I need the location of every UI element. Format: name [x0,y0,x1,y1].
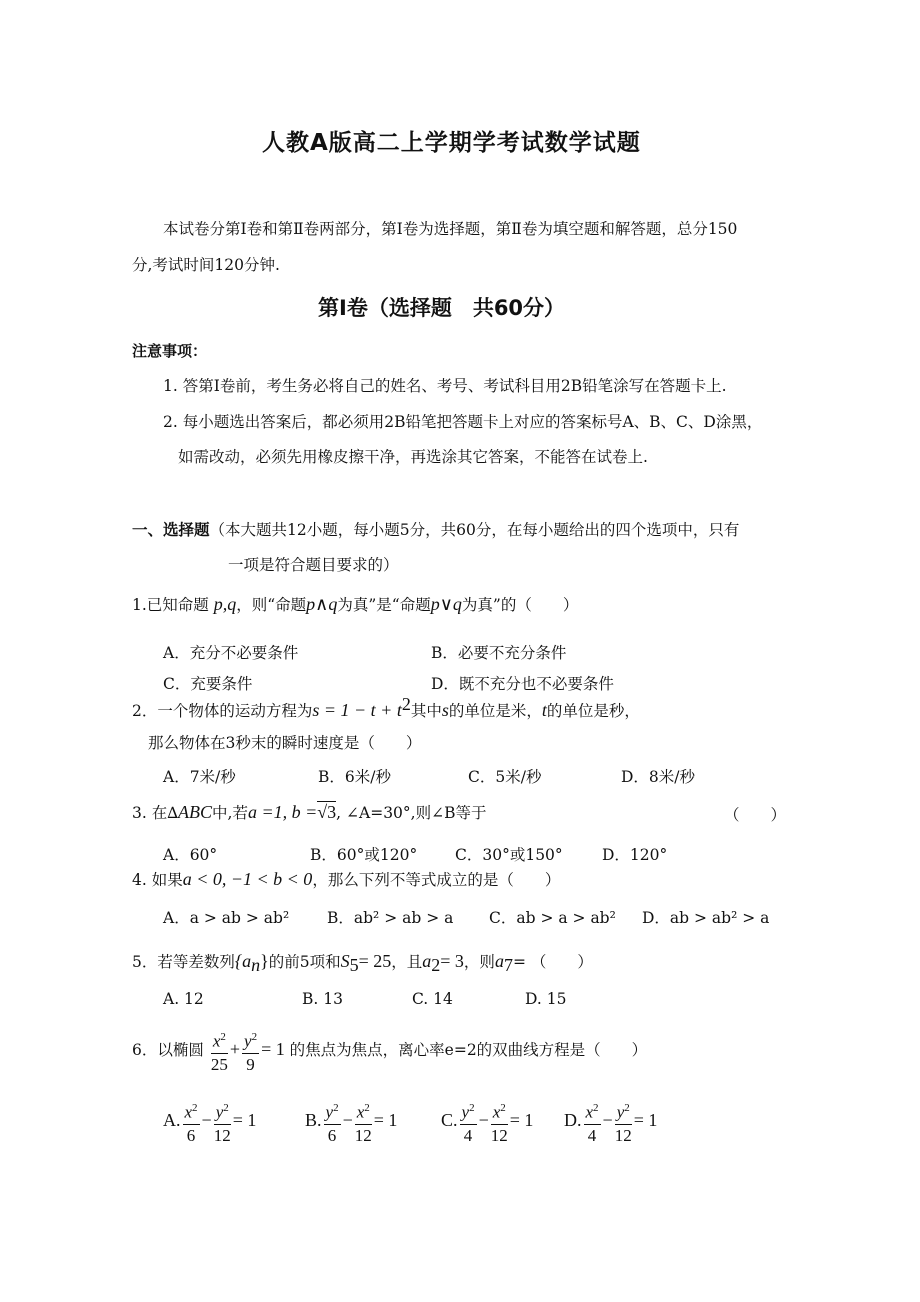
q6-option-a-label: A. [163,1109,181,1130]
q3-mid2: , ∠A=30°,则∠B等于 [336,804,487,822]
q6-prefix: 6．以椭圆 [132,1040,204,1059]
question-3 [132,801,486,823]
q3-option-a: A．60° [163,846,218,864]
notes-item-2-line-2: 如需改动，必须先用橡皮擦干净，再选涂其它答案，不能答在试卷上. [178,448,648,466]
q4-tail: ，那么下列不等式成立的是（ ） [312,871,561,889]
q1-tail: 为真”的（ ） [461,596,579,614]
q1-prefix: 1.已知命题 [132,596,209,614]
notes-item-1: 1. 答第I卷前，考生务必将自己的姓名、考号、考试科目用2B铅笔涂写在答题卡上. [163,377,727,395]
q2-mid2: 的单位是米， [448,702,542,721]
q3-mid: 中,若 [212,804,248,822]
part1-desc-2: 一项是符合题目要求的） [228,556,399,574]
q2-var-s: s [441,700,449,721]
q2-line-2: 那么物体在3秒末的瞬时速度是（ ） [148,734,422,752]
q6-ellipse-y-term: $\frac{y^2}{9}$ [242,1026,259,1076]
q1-mid2: 为真”是“命题 [337,596,431,614]
q3-option-c: C．30°或150° [455,846,563,864]
q4-option-d: D．ab > ab² > a [642,909,770,927]
question-5: 5．若等差数列$\{a_n\}$的前5项和$S_5= 25$，且$a_2= 3$，则$a_7=$ （ ） [132,951,593,976]
q6-option-c: C. $\frac{y^2}{4}$ − $\frac{x^2}{12}$ = 1 [441,1097,533,1147]
q3-sqrt-value: 3 [327,802,337,822]
part1-heading [132,518,739,540]
q1-option-b: B．必要不充分条件 [431,644,567,662]
q6-option-b: B. $\frac{y^2}{6}$ − $\frac{x^2}{12}$ = 1 [305,1097,397,1147]
q3-sqrt: √3 [317,802,337,822]
q2-option-a: A．7米/秒 [163,768,236,786]
q5-mid: 的前5项和 [268,953,341,971]
q6-ellipse-x-term: $\frac{x^2}{25}$ [211,1026,228,1076]
q5-mid3: ，则 [463,953,495,971]
q5-a2-value: = 3 [440,951,464,971]
intro-line-2: 分,考试时间120分钟. [132,256,280,274]
q4-prefix: 4. 如果 [132,871,183,889]
part1-desc-1: （本大题共12小题，每小题5分，共60分，在每小题给出的四个选项中，只有 [209,521,740,539]
q2-expr: s = 1 − t + t [312,700,402,721]
q2-tail: 的单位是秒， [546,702,640,721]
q2-mid: 其中 [410,702,442,721]
q6-option-b-label: B. [305,1109,322,1130]
q5-tail: = （ ） [512,953,593,971]
question-1 [132,593,578,615]
question-6: 6．以椭圆 $\frac{x^2}{25}$ + $\frac{y^2}{9}$ = 1 的焦点为焦点，离心率e=2的双曲线方程是（ ） [132,1026,647,1076]
part1-label: 一、选择题 [132,521,210,539]
q2-option-b: B．6米/秒 [318,768,391,786]
q5-option-b: B. 13 [302,990,343,1008]
q1-vars: p,q [213,594,237,614]
q4-cond: a < 0, −1 < b < 0 [182,869,313,889]
q2-prefix: 2．一个物体的运动方程为 [132,702,313,721]
q5-option-c: C. 14 [412,990,453,1008]
q1-mid1: ，则“命题 [236,596,307,614]
q3-prefix: 3. 在∆ [132,804,179,822]
q3-abc: ABC [178,802,213,822]
q5-option-a: A. 12 [163,990,204,1008]
q2-var-t: t [541,700,547,721]
notes-heading: 注意事项： [132,342,208,360]
q1-option-c: C．充要条件 [163,675,253,693]
q1-option-d: D．既不充分也不必要条件 [431,675,614,693]
q1-expr2: p∨q [430,594,462,614]
q6-option-d-label: D. [564,1109,582,1130]
q5-s5-value: = 25 [358,951,392,971]
q3-option-d: D．120° [602,846,668,864]
q3-cond: a =1, b = [247,802,318,822]
q6-option-a: A. $\frac{x^2}{6}$ − $\frac{y^2}{12}$ = 1 [163,1097,256,1147]
q5-option-d: D. 15 [525,990,567,1008]
q3-paren: （ ） [724,806,787,824]
q2-option-c: C．5米/秒 [468,768,542,786]
q1-option-a: A．充分不必要条件 [163,644,299,662]
q5-a7: a [494,951,504,971]
question-2: 2．一个物体的运动方程为$s = 1 - t + t^2$其中s的单位是米，t的单位是秒， [132,694,640,721]
q5-prefix: 5．若等差数列 [132,953,235,971]
page-title: 人教A版高二上学期学考试数学试题 [262,130,641,156]
q1-expr1: p∧q [306,594,338,614]
section-title: 第I卷（选择题 共60分） [318,296,566,320]
q4-option-b: B．ab² > ab > a [327,909,454,927]
q4-option-c: C．ab > a > ab² [489,909,616,927]
q5-mid2: ，且 [391,953,423,971]
q6-option-c-label: C. [441,1109,458,1130]
q3-option-b: B．60°或120° [310,846,418,864]
q5-a2: a [422,951,432,971]
q5-seq: {a [234,951,252,971]
q6-option-d: D. $\frac{x^2}{4}$ − $\frac{y^2}{12}$ = 1 [564,1097,657,1147]
q4-option-a: A．a > ab > ab² [163,909,290,927]
notes-item-2-line-1: 2. 每小题选出答案后，都必须用2B铅笔把答题卡上对应的答案标号A、B、C、D涂黑， [163,413,763,431]
intro-line-1: 本试卷分第I卷和第Ⅱ卷两部分，第I卷为选择题，第Ⅱ卷为填空题和解答题，总分150 [163,220,738,238]
q6-tail: 的焦点为焦点，离心率e=2的双曲线方程是（ ） [289,1040,648,1059]
q5-s5: S [340,951,350,971]
question-4 [132,868,560,890]
q2-option-d: D．8米/秒 [621,768,696,786]
